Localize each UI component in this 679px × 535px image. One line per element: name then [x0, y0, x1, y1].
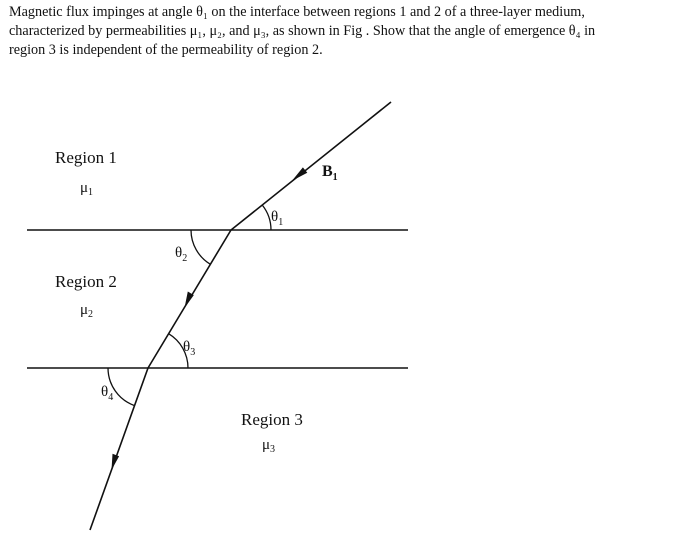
region1-label: Region 1	[55, 148, 117, 167]
flux-ray-region1	[231, 102, 391, 230]
b1-vector-label: $B_1$	[322, 163, 338, 183]
region3-label: Region 3	[241, 410, 303, 429]
problem-line-2: characterized by permeabilities μ₁, μ₂, and μ₃, as shown in Fig . Show that the angle of emergence θ₄ in	[9, 23, 596, 39]
theta3-label: $\theta_3$	[183, 339, 196, 358]
problem-line-3: region 3 is independent of the permeability of region 2.	[9, 42, 323, 58]
region3-mu: $\mu_3$	[262, 437, 276, 455]
theta1-label: $\theta_1$	[271, 209, 284, 228]
angle-arc-theta1	[262, 205, 271, 230]
arrowhead-region1	[292, 167, 307, 180]
region1-mu: $\mu_1$	[80, 180, 94, 198]
theta4-label: $\theta_4$	[101, 384, 114, 403]
angle-arc-theta2	[191, 230, 210, 264]
region2-mu: $\mu_2$	[80, 302, 94, 320]
problem-line-1: Magnetic flux impinges at angle θ₁ on the interface between regions 1 and 2 of a three-layer medium,	[9, 4, 585, 20]
flux-ray-region3	[90, 368, 148, 530]
theta2-label: $\theta_2$	[175, 245, 188, 264]
arrowhead-region3	[112, 454, 120, 470]
region2-label: Region 2	[55, 272, 117, 291]
